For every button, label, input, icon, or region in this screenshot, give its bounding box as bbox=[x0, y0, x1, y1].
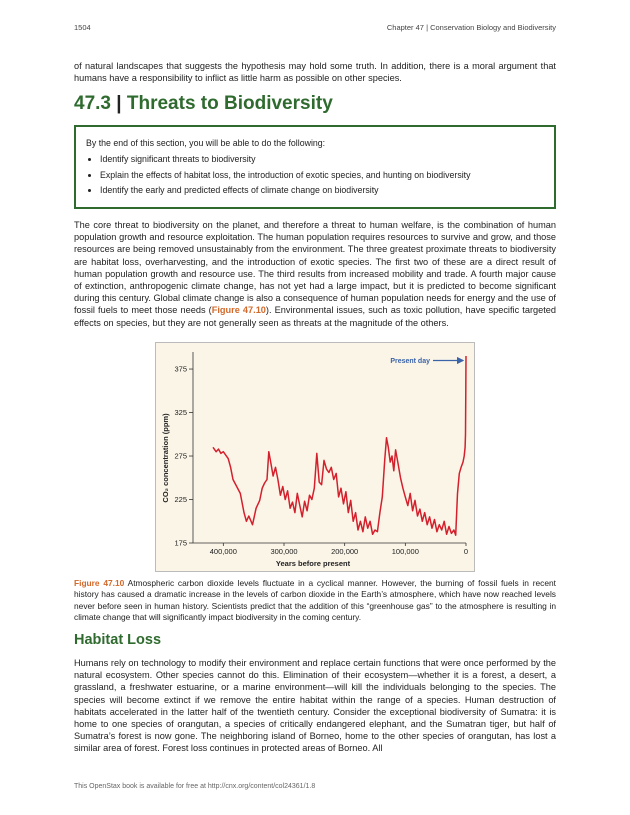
figure-reference-link[interactable]: Figure 47.10 bbox=[211, 305, 266, 316]
y-tick-label: 275 bbox=[174, 451, 187, 461]
section-number: 47.3 bbox=[74, 93, 111, 114]
present-day-annotation: Present day bbox=[390, 358, 430, 365]
running-header: Chapter 47 | Conservation Biology and Biodiversity bbox=[386, 23, 556, 32]
section-title: Threats to Biodiversity bbox=[126, 93, 333, 114]
y-tick-label: 225 bbox=[174, 495, 187, 505]
figure-caption bbox=[74, 578, 556, 624]
x-tick-label: 0 bbox=[463, 547, 469, 556]
y-tick-label: 175 bbox=[174, 538, 187, 548]
objectives-intro: By the end of this section, you will be able to do the following: bbox=[86, 138, 326, 148]
paragraph-text: The core threat to biodiversity on the planet, and therefore a threat to human welfare, is the combination of human population growth and resource exploitation. The human population requires resources to survive and grow, and those resources are being removed unsustainably from the environment. The three greatest proximate threats to biodiversity are habitat loss, overharvesting, and the introduction of exotic species. The first two of these are a direct result of human population growth and resource use. The third results from increased mobility and trade. A fourth major cause of extinction, anthropogenic climate change, has not yet had a large impact, but it is predicted to become significant during this century. Global climate change is also a consequence of human population needs for energy and the use of fossil fuels to meet those needs ( bbox=[74, 220, 556, 316]
y-axis-label: CO₂ concentration (ppm) bbox=[161, 413, 170, 503]
x-tick-label: 400,000 bbox=[209, 547, 237, 556]
objective-item: • Identify significant threats to biodiversity bbox=[100, 153, 544, 165]
x-tick-label: 100,000 bbox=[391, 547, 419, 556]
x-tick-label: 200,000 bbox=[331, 547, 359, 556]
paragraph-text: ). Environmental issues, such as toxic pollution, have specific targeted effects on species, but they are not generally seen as threats at the magnitude of the others. bbox=[74, 305, 556, 328]
footer-note: This OpenStax book is available for free at http://cnx.org/content/col24361/1.8 bbox=[74, 783, 316, 790]
y-tick-label: 375 bbox=[174, 364, 187, 374]
body-paragraph-habitat-loss: Humans rely on technology to modify their environment and replace certain functions that were once performed by the natural ecosystem. Other species cannot do this. Elimination of their ecosystem—whether it is a forest, a desert, a grassland, a freshwater estuarine, or a marine environment—will kill the individuals belonging to the species. The species will become extinct if we remove the entire habitat within the range of a species. Human destruction of habitats accelerated in the latter half of the twentieth century. Consider the exceptional biodiversity of Sumatra: it is home to one species of orangutan, a species of critically endangered elephant, and the Sumatran tiger, but half of Sumatra’s forest is now gone. The neighboring island of Borneo, home to the other species of orangutan, has lost a similar area of forest. Forest loss continues in protected areas of Borneo. All bbox=[74, 658, 556, 754]
learning-objectives-box bbox=[74, 125, 556, 209]
objective-item: • Identify the early and predicted effects of climate change on biodiversity bbox=[100, 184, 544, 196]
body-paragraph-threats bbox=[74, 219, 556, 329]
objectives-list bbox=[86, 153, 544, 196]
y-tick-label: 325 bbox=[174, 408, 187, 418]
caption-text: Atmospheric carbon dioxide levels fluctuate in a cyclical manner. However, the burning of fossil fuels in recent history has caused a dramatic increase in the levels of carbon dioxide in the Earth’s atmosphere, which have now reached levels never before seen in human history. Scientists predict that the addition of this “greenhouse gas” to the atmosphere is resulting in climate change that will significantly impact biodiversity in the coming century. bbox=[74, 578, 556, 623]
x-tick-label: 300,000 bbox=[270, 547, 298, 556]
section-separator: | bbox=[116, 93, 122, 114]
x-axis-label: Years before present bbox=[275, 559, 351, 568]
figure-label: Figure 47.10 bbox=[74, 578, 125, 588]
chart-background bbox=[156, 343, 475, 572]
intro-paragraph: of natural landscapes that suggests the hypothesis may hold some truth. In addition, there is a moral argument that humans have a responsibility to inflict as little harm as possible on other species. bbox=[74, 61, 556, 84]
section-heading bbox=[74, 93, 333, 115]
page-number: 1504 bbox=[74, 23, 91, 32]
objective-item: • Explain the effects of habitat loss, the introduction of exotic species, and hunting on biodiversity bbox=[100, 169, 544, 181]
subsection-heading: Habitat Loss bbox=[74, 632, 162, 648]
co2-chart bbox=[155, 342, 475, 572]
